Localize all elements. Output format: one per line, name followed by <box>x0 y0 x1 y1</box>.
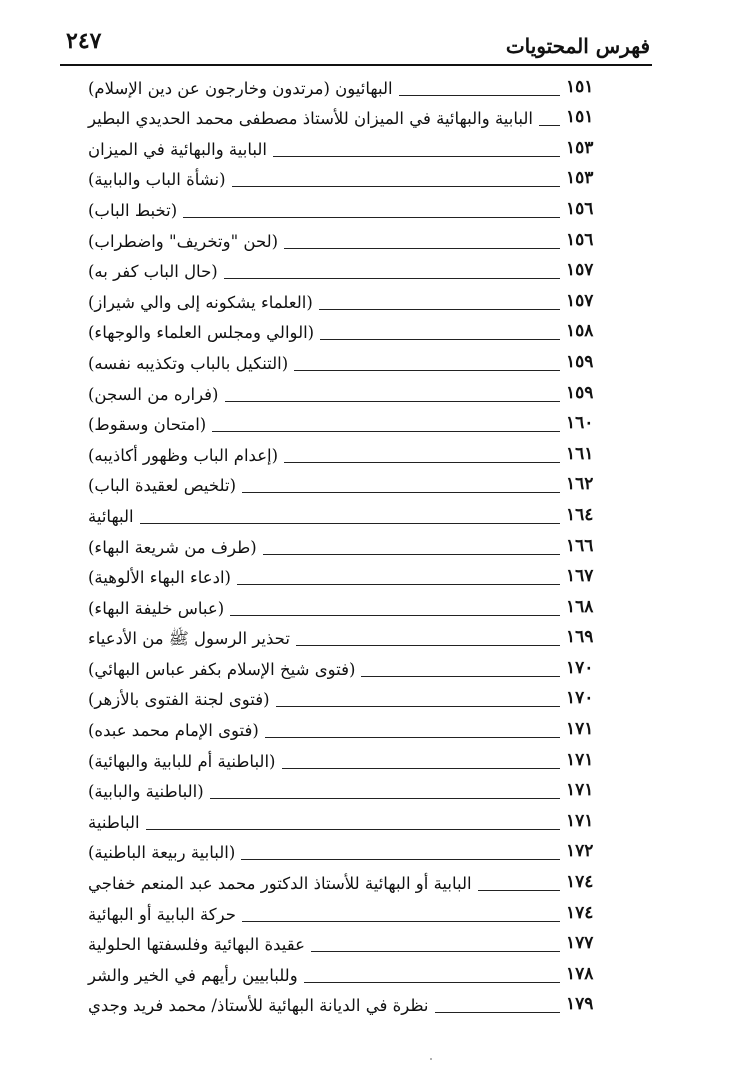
toc-entry-page: ١٧١ <box>566 749 594 770</box>
toc-entry-page: ١٧٧ <box>566 933 594 954</box>
toc-entry <box>88 163 604 194</box>
leader-line <box>319 308 560 310</box>
toc-entry-page: ١٧٢ <box>566 841 594 862</box>
toc-entry <box>88 836 604 867</box>
toc-entry-page: ١٦٢ <box>566 474 594 495</box>
leader-line <box>284 247 560 249</box>
leader-line <box>232 185 560 187</box>
leader-line <box>296 644 560 646</box>
toc-entry <box>88 530 604 561</box>
toc-entry <box>88 285 604 316</box>
leader-line <box>435 1011 561 1013</box>
toc-entry-page: ١٥٧ <box>566 260 594 281</box>
leader-line <box>276 705 560 707</box>
toc-entry-page: ١٧٨ <box>566 963 594 984</box>
toc-entry <box>88 928 604 959</box>
toc-entry-title: حركة البابية أو البهائية <box>88 904 236 924</box>
toc-entry <box>88 132 604 163</box>
leader-line <box>242 491 560 493</box>
leader-line <box>224 277 560 279</box>
toc-entry <box>88 591 604 622</box>
toc-entry-title: (طرف من شريعة البهاء) <box>88 537 257 557</box>
toc-entry-title: (البابية ربيعة الباطنية) <box>88 843 236 863</box>
toc-entry-title: (فتوى شيخ الإسلام بكفر عباس البهائي) <box>88 659 356 679</box>
toc-entry <box>88 224 604 255</box>
toc-entry-page: ١٦٤ <box>566 504 594 525</box>
toc-entry-page: ١٦٦ <box>566 535 594 556</box>
toc-entry <box>88 775 604 806</box>
toc-entry-title: (العلماء يشكونه إلى والي شيراز) <box>88 292 313 312</box>
leader-line <box>320 338 560 340</box>
toc-entry-title: البابية أو البهائية للأستاذ الدكتور محمد عبد المنعم خفاجي <box>88 874 472 894</box>
toc-entry-page: ١٦٧ <box>566 566 594 587</box>
toc-entry <box>88 408 604 439</box>
toc-entry-title: الباطنية <box>88 812 140 832</box>
leader-line <box>539 124 560 126</box>
toc-entry-title: البهائية <box>88 506 134 526</box>
toc-entry <box>88 897 604 928</box>
toc-entry-title: (عباس خليفة البهاء) <box>88 598 225 618</box>
toc-entry-page: ١٧٠ <box>566 657 594 678</box>
toc-entry-title: (ادعاء البهاء الألوهية) <box>88 568 231 588</box>
toc-entry <box>88 989 604 1020</box>
toc-entry-page: ١٦١ <box>566 443 594 464</box>
leader-line <box>242 920 560 922</box>
toc-entry <box>88 255 604 286</box>
toc-entry <box>88 652 604 683</box>
toc-entry-title: البهائيون (مرتدون وخارجون عن دين الإسلام) <box>88 78 393 98</box>
toc-entry-title: (الباطنية أم للبابية والبهائية) <box>88 751 276 771</box>
toc-entry <box>88 102 604 133</box>
leader-line <box>361 675 560 677</box>
leader-line <box>263 553 560 555</box>
toc-entry-page: ١٥٨ <box>566 321 594 342</box>
toc-entry-page: ١٥٣ <box>566 168 594 189</box>
toc-entry <box>88 622 604 653</box>
leader-line <box>294 369 560 371</box>
toc-entry-title: (الوالي ومجلس العلماء والوجهاء) <box>88 323 315 343</box>
page-title: فهرس المحتويات <box>505 34 650 58</box>
page-number: ٢٤٧ <box>66 28 102 54</box>
toc-entry <box>88 561 604 592</box>
toc-entry-title: (نشأة الباب والبابية) <box>88 170 226 190</box>
toc-entry-page: ١٥٦ <box>566 229 594 250</box>
toc-entry-title: (فتوى لجنة الفتوى بالأزهر) <box>88 690 270 710</box>
leader-line <box>311 950 560 952</box>
toc-entry-page: ١٥٩ <box>566 382 594 403</box>
toc-entry-page: ١٧٤ <box>566 872 594 893</box>
toc-entry-page: ١٦٩ <box>566 627 594 648</box>
toc-entry-page: ١٧٠ <box>566 688 594 709</box>
toc-entry <box>88 193 604 224</box>
toc-entry <box>88 377 604 408</box>
leader-line <box>237 583 560 585</box>
toc-entry <box>88 346 604 377</box>
leader-line <box>304 981 560 983</box>
toc-entry <box>88 713 604 744</box>
scan-speck <box>430 1058 432 1060</box>
leader-line <box>478 889 560 891</box>
toc-entry-page: ١٥٧ <box>566 290 594 311</box>
toc-entry-page: ١٥١ <box>566 107 594 128</box>
toc-entry-title: وللبابيين رأيهم في الخير والشر <box>88 965 298 985</box>
toc-entry <box>88 499 604 530</box>
toc-entry-title: (التنكيل بالباب وتكذيبه نفسه) <box>88 353 289 373</box>
toc-entry-page: ١٧١ <box>566 780 594 801</box>
toc-entry-page: ١٥٣ <box>566 137 594 158</box>
toc-entry-page: ١٦٨ <box>566 596 594 617</box>
leader-line <box>241 858 560 860</box>
toc-entry-title: (إعدام الباب وظهور أكاذيبه) <box>88 445 279 465</box>
toc-entry <box>88 683 604 714</box>
toc-entry-title: عقيدة البهائية وفلسفتها الحلولية <box>88 935 305 955</box>
page-header <box>60 28 652 66</box>
toc-entry <box>88 71 604 102</box>
toc-entry <box>88 744 604 775</box>
leader-line <box>273 155 560 157</box>
toc-entry-page: ١٥٦ <box>566 198 594 219</box>
leader-line <box>284 461 560 463</box>
toc-entry-page: ١٧٤ <box>566 902 594 923</box>
toc-entry-page: ١٥٩ <box>566 351 594 372</box>
leader-line <box>282 767 561 769</box>
toc-entry-title: (تخبط الباب) <box>88 200 178 220</box>
toc-entry-page: ١٧١ <box>566 810 594 831</box>
toc-entry-page: ١٦٠ <box>566 413 594 434</box>
leader-line <box>183 216 560 218</box>
toc-entry-title: (امتحان وسقوط) <box>88 415 207 435</box>
toc-entry <box>88 316 604 347</box>
toc-entry-title: (الباطنية والبابية) <box>88 782 204 802</box>
toc-entry-title: (فتوى الإمام محمد عبده) <box>88 721 259 741</box>
toc-entry <box>88 469 604 500</box>
toc-entry <box>88 438 604 469</box>
leader-line <box>399 94 560 96</box>
toc-entry-title: نظرة في الديانة البهائية للأستاذ/ محمد فريد وجدي <box>88 996 429 1016</box>
toc-entry-title: (لحن "وتخريف" واضطراب) <box>88 231 279 251</box>
leader-line <box>225 400 561 402</box>
toc-entry-title: (فراره من السجن) <box>88 384 219 404</box>
toc-entry-page: ١٧٩ <box>566 994 594 1015</box>
leader-line <box>230 614 560 616</box>
toc-entry-page: ١٥١ <box>566 76 594 97</box>
leader-line <box>212 430 560 432</box>
table-of-contents <box>88 71 604 1019</box>
toc-entry-title: تحذير الرسول ﷺ من الأدعياء <box>88 629 290 649</box>
leader-line <box>210 797 560 799</box>
toc-entry <box>88 866 604 897</box>
toc-entry-page: ١٧١ <box>566 719 594 740</box>
toc-entry-title: البابية والبهائية في الميزان للأستاذ مصطفى محمد الحديدي البطير <box>88 109 534 129</box>
leader-line <box>146 828 560 830</box>
leader-line <box>265 736 560 738</box>
toc-entry-title: (حال الباب كفر به) <box>88 262 218 282</box>
toc-entry-title: البابية والبهائية في الميزان <box>88 139 267 159</box>
toc-entry-title: (تلخيص لعقيدة الباب) <box>88 476 237 496</box>
toc-entry <box>88 958 604 989</box>
toc-entry <box>88 805 604 836</box>
leader-line <box>140 522 560 524</box>
